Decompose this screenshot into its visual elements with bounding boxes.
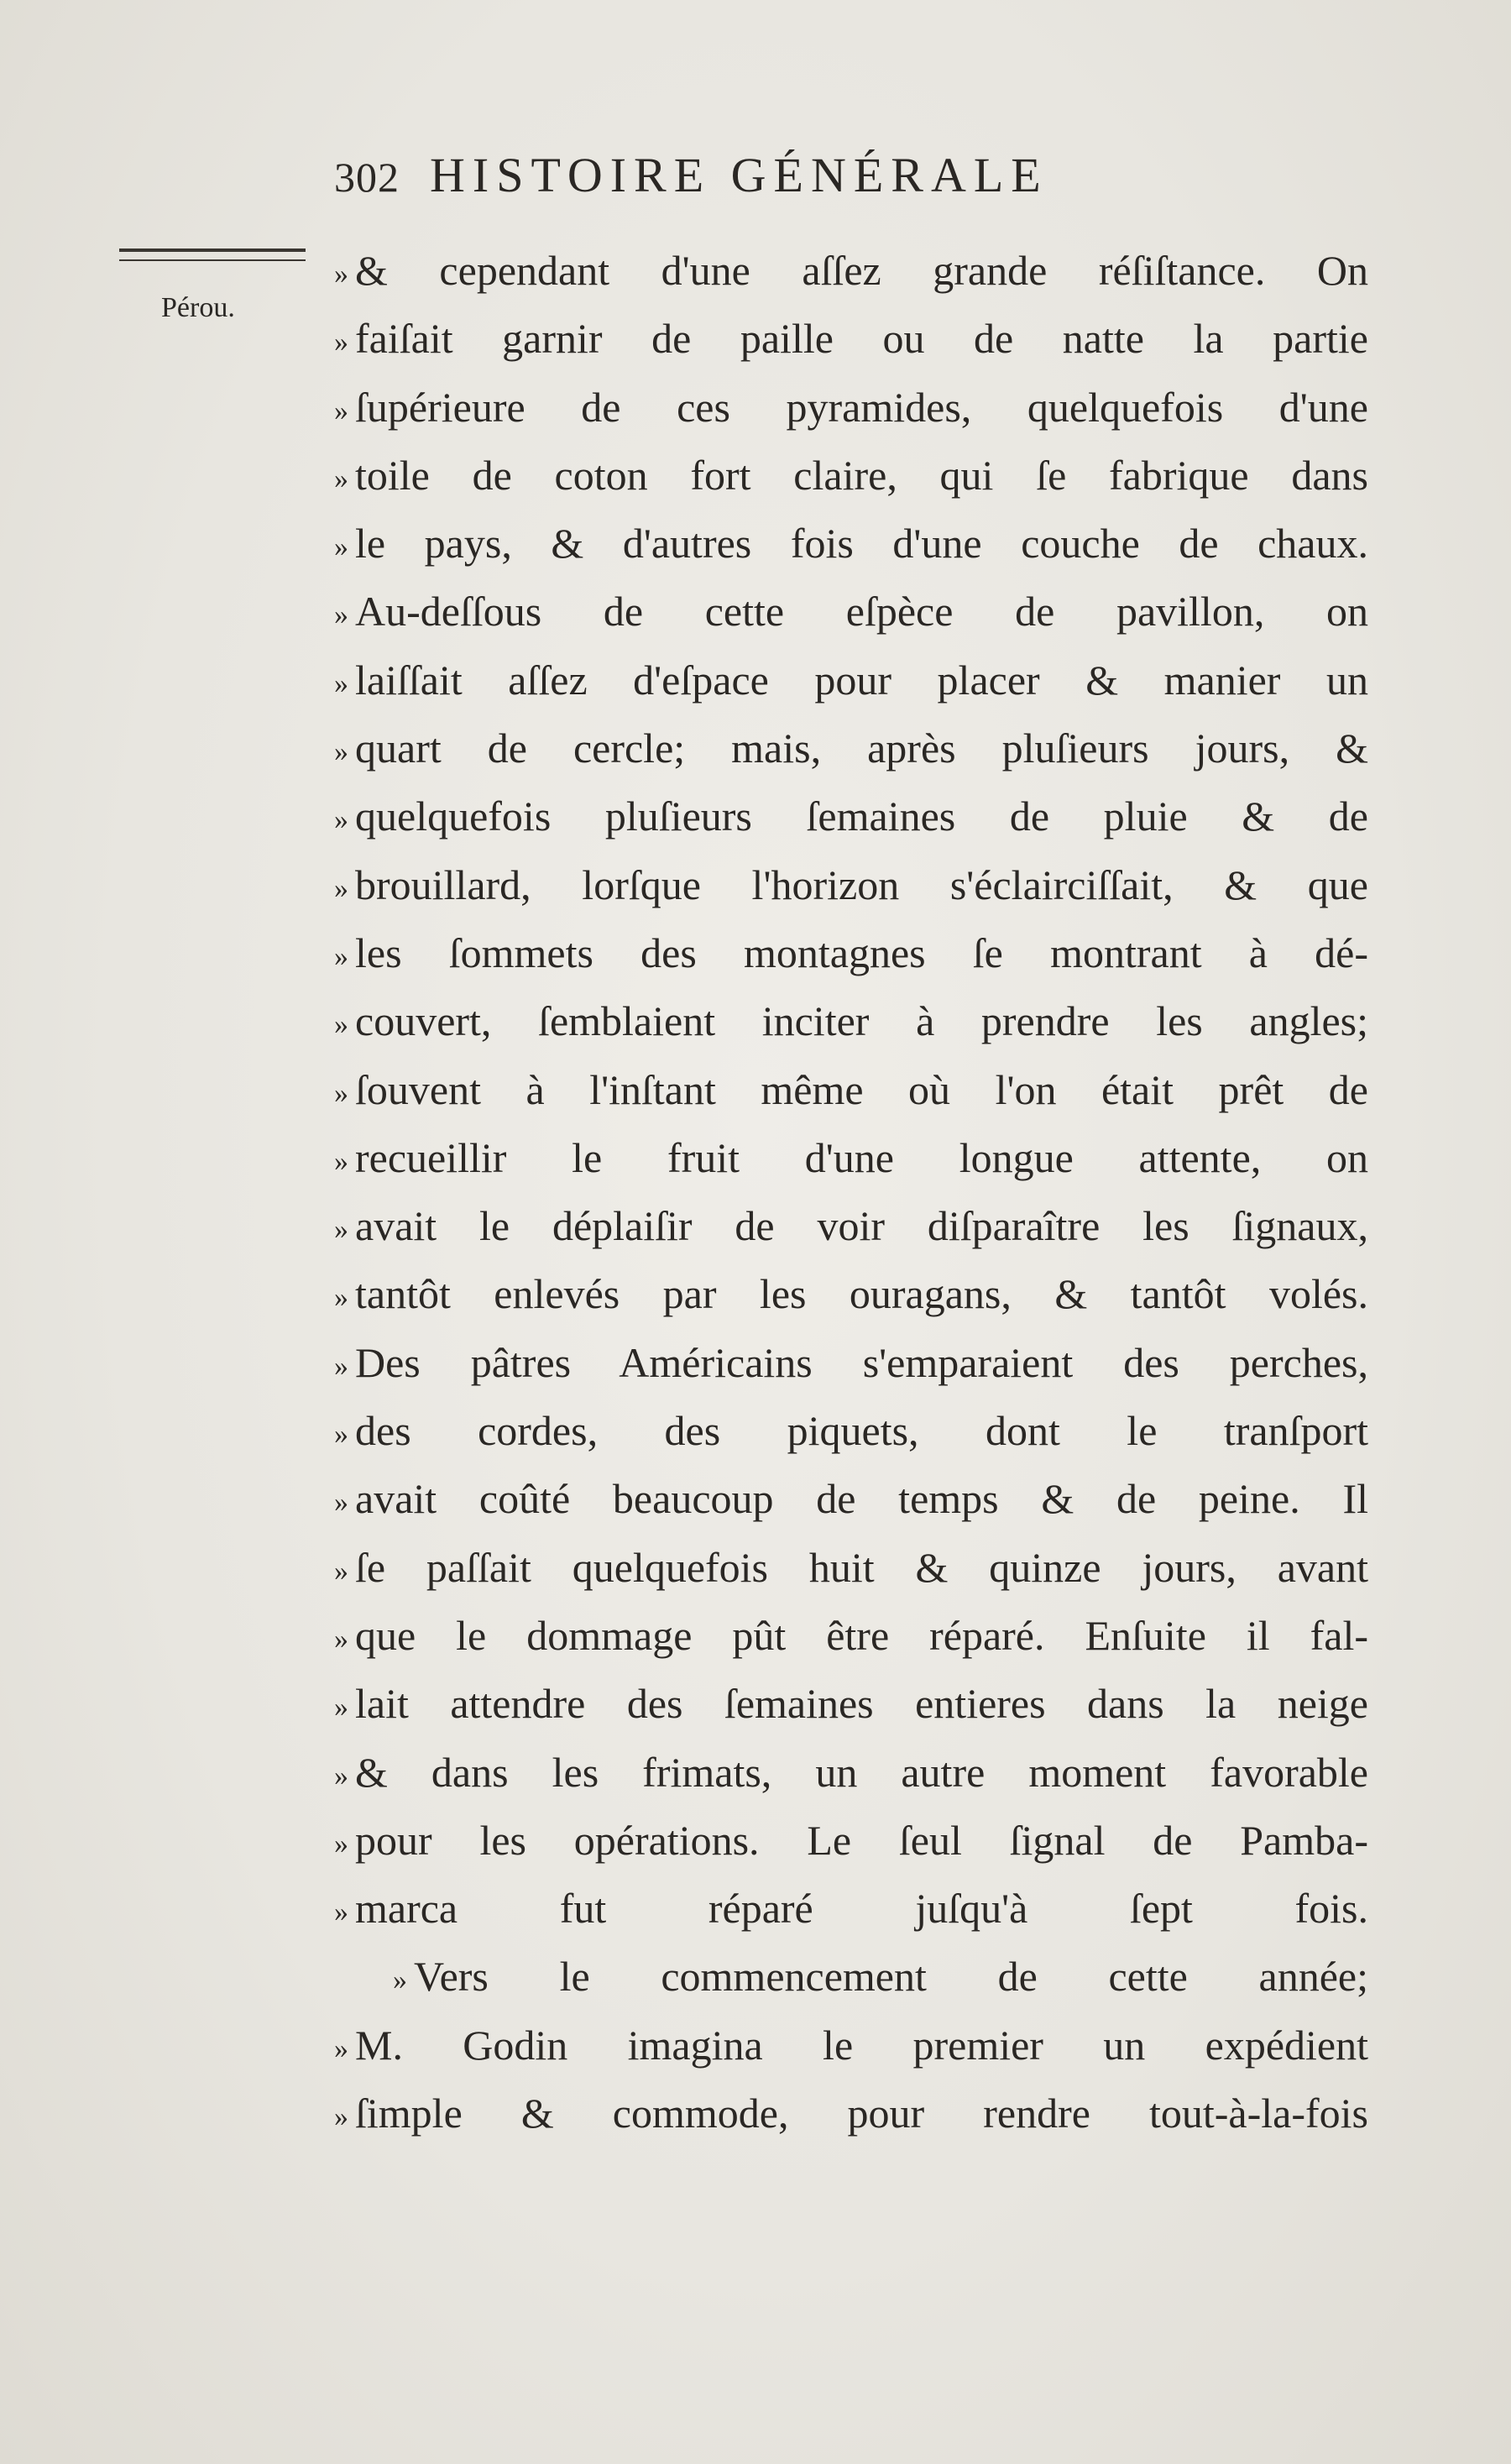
text-line <box>334 1124 1368 1192</box>
text-line <box>334 987 1368 1055</box>
quote-mark: » <box>334 667 348 699</box>
text-line <box>334 2079 1368 2147</box>
line-text: Des pâtres Américains s'emparaient des perches, <box>355 1338 1368 1386</box>
line-text: pour les opérations. Le ſeul ſignal de Pamba- <box>355 1816 1368 1864</box>
quote-mark: » <box>334 1623 348 1655</box>
quote-mark: » <box>393 1964 407 1996</box>
line-text: lait attendre des ſemaines entieres dans la neige <box>355 1680 1368 1728</box>
quote-mark: » <box>334 1214 348 1246</box>
text-line <box>334 851 1368 919</box>
line-text: le pays, & d'autres fois d'une couche de chaux. <box>355 520 1368 568</box>
text-line <box>334 1670 1368 1738</box>
quote-mark: » <box>334 1350 348 1382</box>
quote-mark: » <box>334 804 348 836</box>
text-line <box>334 442 1368 510</box>
line-text: avait le déplaiſir de voir diſparaître les ſignaux, <box>355 1202 1368 1250</box>
quote-mark: » <box>334 1828 348 1860</box>
text-line <box>334 1056 1368 1124</box>
line-text: M. Godin imagina le premier un expédient <box>355 2021 1368 2069</box>
margin-rule <box>119 248 306 261</box>
body-text <box>334 237 1368 2147</box>
line-text: brouillard, lorſque l'horizon s'éclairciſſait, & que <box>355 861 1368 908</box>
quote-mark: » <box>334 940 348 972</box>
quote-mark: » <box>334 599 348 631</box>
quote-mark: » <box>334 2101 348 2133</box>
text-line <box>334 714 1368 782</box>
quote-mark: » <box>334 531 348 563</box>
text-line <box>334 1260 1368 1328</box>
line-text: toile de coton fort claire, qui ſe fabrique dans <box>355 451 1368 499</box>
quote-mark: » <box>334 1145 348 1177</box>
line-text: faiſait garnir de paille ou de natte la partie <box>355 315 1368 363</box>
line-text: recueillir le fruit d'une longue attente, on <box>355 1133 1368 1181</box>
text-line <box>334 1602 1368 1670</box>
text-line <box>334 1875 1368 1943</box>
text-line <box>334 1534 1368 1602</box>
line-text: quelquefois pluſieurs ſemaines de pluie & de <box>355 793 1368 840</box>
line-text: couvert, ſemblaient inciter à prendre les angles; <box>355 997 1368 1045</box>
text-line <box>334 1465 1368 1533</box>
quote-mark: » <box>334 1487 348 1519</box>
running-title: HISTOIRE GÉNÉRALE <box>430 148 1048 202</box>
line-text: ſimple & commode, pour rendre tout-à-la-fois <box>355 2090 1368 2137</box>
line-text: avait coûté beaucoup de temps & de peine. Il <box>355 1475 1368 1523</box>
quote-mark: » <box>334 1077 348 1109</box>
text-line <box>334 1943 1368 2011</box>
text-line <box>334 1739 1368 1807</box>
quote-mark: » <box>334 1419 348 1451</box>
text-line <box>334 1329 1368 1397</box>
line-text: ſe paſſait quelquefois huit & quinze jours, avant <box>355 1543 1368 1591</box>
line-text: quart de cercle; mais, après pluſieurs jours, & <box>355 725 1368 772</box>
page-number: 302 <box>334 154 400 201</box>
quote-mark: » <box>334 1009 348 1041</box>
line-text: ſupérieure de ces pyramides, quelquefois d'une <box>355 383 1368 431</box>
line-text: tantôt enlevés par les ouragans, & tantôt volés. <box>355 1270 1368 1318</box>
quote-mark: » <box>334 395 348 426</box>
text-line <box>334 578 1368 646</box>
text-line <box>334 1192 1368 1260</box>
quote-mark: » <box>334 2032 348 2064</box>
margin-note: Pérou. <box>161 292 235 323</box>
quote-mark: » <box>334 872 348 904</box>
line-text: & cependant d'une aſſez grande réſiſtance. On <box>355 247 1368 294</box>
line-text: Au-deſſous de cette eſpèce de pavillon, on <box>355 588 1368 636</box>
quote-mark: » <box>334 463 348 494</box>
line-text: que le dommage pût être réparé. Enſuite il fal- <box>355 1611 1368 1659</box>
line-text: laiſſait aſſez d'eſpace pour placer & manier un <box>355 656 1368 704</box>
quote-mark: » <box>334 327 348 358</box>
text-line <box>334 510 1368 578</box>
text-line <box>334 305 1368 373</box>
quote-mark: » <box>334 1692 348 1724</box>
text-line <box>334 374 1368 442</box>
quote-mark: » <box>334 1282 348 1314</box>
line-text: & dans les frimats, un autre moment favorable <box>355 1748 1368 1796</box>
quote-mark: » <box>334 259 348 290</box>
text-line <box>334 237 1368 305</box>
text-line <box>334 2011 1368 2079</box>
line-text: marca fut réparé juſqu'à ſept fois. <box>355 1885 1368 1933</box>
text-line <box>334 919 1368 987</box>
quote-mark: » <box>334 1555 348 1587</box>
text-line <box>334 782 1368 850</box>
line-text: les ſommets des montagnes ſe montrant à dé- <box>355 929 1368 976</box>
text-line <box>334 1397 1368 1465</box>
quote-mark: » <box>334 1896 348 1928</box>
line-text: des cordes, des piquets, dont le tranſport <box>355 1407 1368 1455</box>
quote-mark: » <box>334 736 348 768</box>
line-text: ſouvent à l'inſtant même où l'on était prêt de <box>355 1065 1368 1113</box>
text-line <box>334 646 1368 714</box>
text-line <box>334 1807 1368 1875</box>
line-text: Vers le commencement de cette année; <box>414 1953 1368 2001</box>
quote-mark: » <box>334 1760 348 1792</box>
running-header <box>334 147 1341 214</box>
